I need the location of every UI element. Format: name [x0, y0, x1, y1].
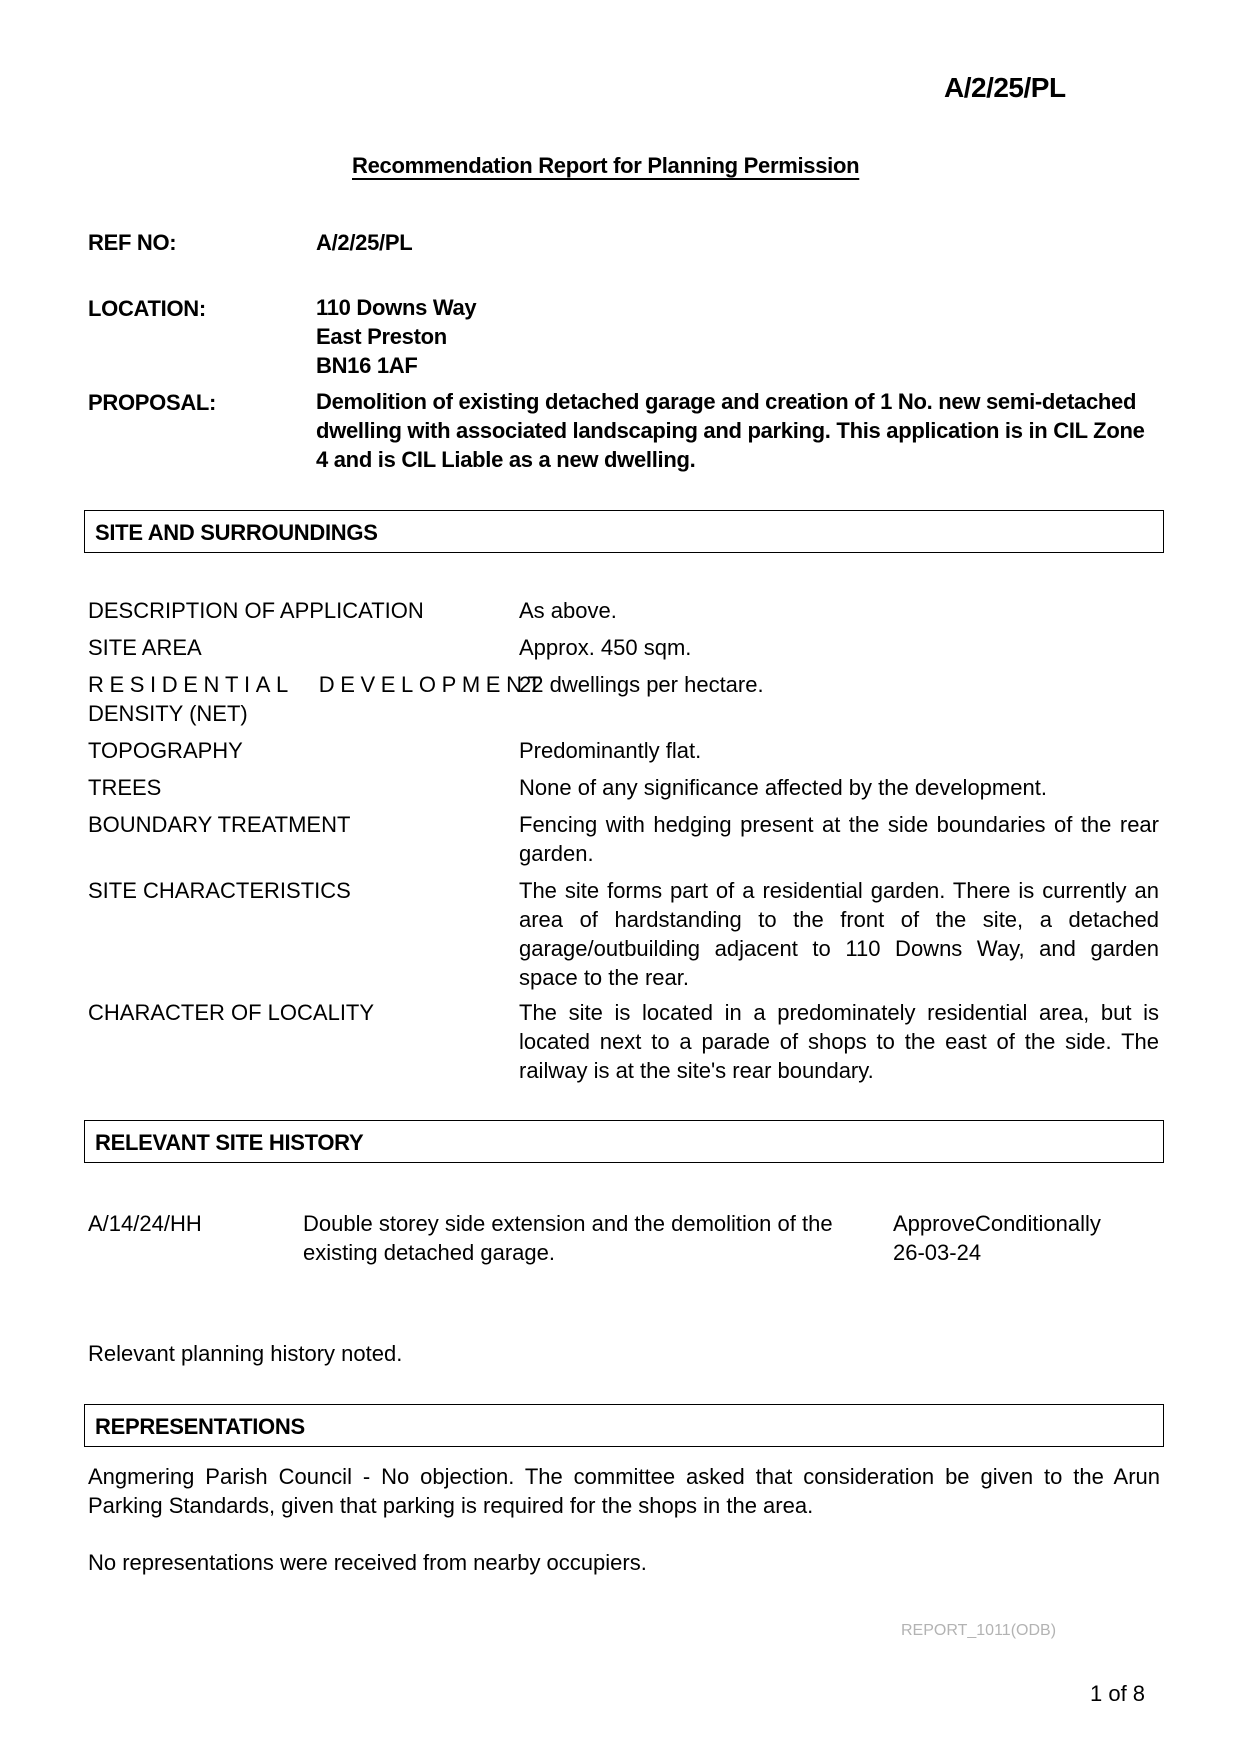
site-row-label: TREES — [88, 775, 162, 800]
ref-no-label: REF NO: — [88, 230, 177, 255]
location-line: BN16 1AF — [316, 353, 418, 378]
document-title: Recommendation Report for Planning Permission — [352, 153, 860, 178]
history-description: Double storey side extension and the demolition of the existing detached garage. — [303, 1211, 833, 1265]
site-row-label: BOUNDARY TREATMENT — [88, 812, 351, 837]
section-heading: RELEVANT SITE HISTORY — [95, 1130, 364, 1155]
report-code: REPORT_1011(ODB) — [901, 1622, 1057, 1639]
site-row-label-cont: DENSITY (NET) — [88, 701, 248, 726]
site-row-value: Approx. 450 sqm. — [519, 635, 692, 660]
site-history-header — [84, 1120, 1164, 1163]
ref-no-value: A/2/25/PL — [316, 230, 413, 255]
history-date: 26-03-24 — [893, 1240, 982, 1265]
location-address — [316, 293, 476, 380]
location-label: LOCATION: — [88, 296, 206, 321]
site-row-label: CHARACTER OF LOCALITY — [88, 1000, 375, 1025]
representation-paragraph: Angmering Parish Council - No objection. The committee asked that consideration be given to the Arun Parking Standards, given that parking is required for the shops in the area. — [88, 1464, 1160, 1518]
representation-paragraph: No representations were received from nearby occupiers. — [88, 1550, 647, 1575]
site-row-value: 22 dwellings per hectare. — [519, 672, 764, 697]
site-row-label: SITE CHARACTERISTICS — [88, 878, 351, 903]
site-row-value: None of any significance affected by the development. — [519, 775, 1047, 800]
site-row-value: Predominantly flat. — [519, 738, 702, 763]
section-heading: REPRESENTATIONS — [95, 1414, 305, 1439]
site-row-value: As above. — [519, 598, 617, 623]
site-surroundings-header — [84, 510, 1164, 553]
site-row-value: The site forms part of a residential garden. There is currently an area of hardstanding to the front of the site, a detached garage/outbuilding adjacent to 110 Downs Way, and garden space to the rear. — [519, 878, 1159, 990]
proposal-text — [316, 387, 1166, 474]
proposal-line: 4 and is CIL Liable as a new dwelling. — [316, 447, 696, 472]
site-row-value: Fencing with hedging present at the side boundaries of the rear garden. — [519, 812, 1159, 866]
site-row-label: DESCRIPTION OF APPLICATION — [88, 598, 424, 623]
history-ref: A/14/24/HH — [88, 1211, 202, 1236]
location-line: 110 Downs Way — [316, 295, 477, 320]
site-row-value: The site is located in a predominately residential area, but is located next to a parade of shops to the east of the side. The railway is at the site's rear boundary. — [519, 1000, 1159, 1083]
proposal-label: PROPOSAL: — [88, 390, 217, 415]
page-number: 1 of 8 — [1090, 1681, 1146, 1706]
proposal-line: Demolition of existing detached garage and creation of 1 No. new semi-detached — [316, 389, 1137, 414]
site-row-label: TOPOGRAPHY — [88, 738, 243, 763]
location-line: East Preston — [316, 324, 447, 349]
proposal-line: dwelling with associated landscaping and parking. This application is in CIL Zone — [316, 418, 1145, 443]
header-reference: A/2/25/PL — [944, 72, 1066, 103]
site-row-label: SITE AREA — [88, 635, 202, 660]
site-row-label: RESIDENTIAL DEVELOPMENT — [88, 672, 547, 697]
section-heading: SITE AND SURROUNDINGS — [95, 520, 378, 545]
history-note: Relevant planning history noted. — [88, 1341, 403, 1366]
representations-header — [84, 1404, 1164, 1447]
history-decision: ApproveConditionally — [893, 1211, 1101, 1236]
